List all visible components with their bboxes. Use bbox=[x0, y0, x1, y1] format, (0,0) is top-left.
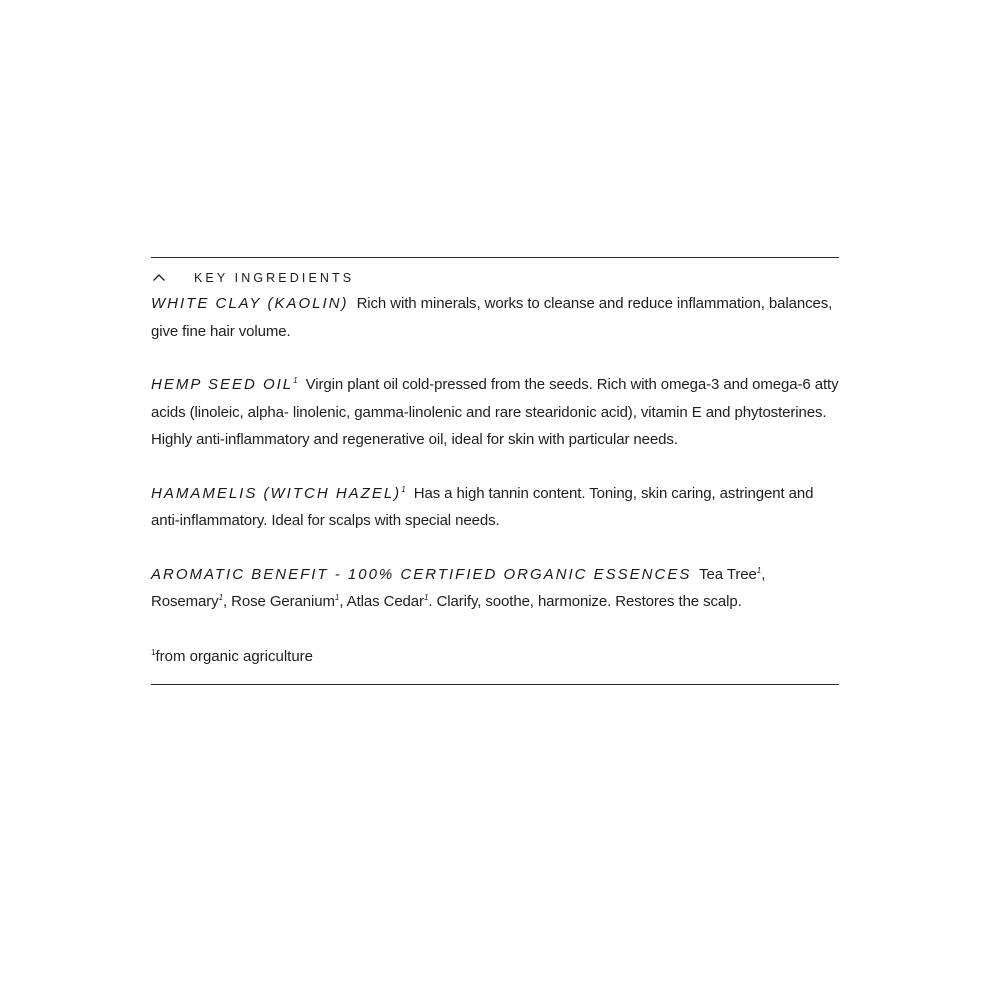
ingredient-name: AROMATIC BENEFIT - 100% CERTIFIED ORGANIC ESSENCES bbox=[151, 565, 692, 583]
organic-marker: 1 bbox=[293, 376, 298, 385]
chevron-up-icon bbox=[152, 273, 166, 283]
ingredient-description: Rich with minerals, works to cleanse and reduce inflammation, balances, give fine hair volume. bbox=[151, 295, 833, 340]
ingredient-item bbox=[151, 290, 839, 345]
footnote bbox=[151, 643, 839, 670]
ingredient-description: Clarify, soothe, harmonize. Restores the scalp. bbox=[436, 593, 742, 610]
ingredient-item bbox=[151, 561, 839, 616]
key-ingredients-panel bbox=[151, 257, 839, 685]
ingredient-description: Has a high tannin content. Toning, skin caring, astringent and anti-inflammatory. Ideal for scalps with special needs. bbox=[151, 484, 814, 529]
organic-marker: 1 bbox=[401, 484, 406, 494]
ingredient-name: WHITE CLAY (KAOLIN) bbox=[151, 295, 349, 312]
ingredient-item bbox=[151, 371, 839, 454]
ingredient-item bbox=[151, 480, 839, 535]
section-title: KEY INGREDIENTS bbox=[194, 271, 355, 285]
ingredient-name: HAMAMELIS (WITCH HAZEL)$^1$ bbox=[151, 484, 406, 502]
ingredients-list bbox=[151, 290, 839, 616]
footnote-marker: 1 bbox=[151, 647, 156, 657]
essence-list: Tea Tree$^1$, Rosemary$^1$, Rose Geranium$^1$, Atlas Cedar$^1$. bbox=[151, 565, 766, 610]
bottom-divider bbox=[151, 684, 839, 685]
ingredient-name: HEMP SEED OIL$^1$ bbox=[151, 376, 298, 393]
ingredient-description: Virgin plant oil cold-pressed from the seeds. Rich with omega-3 and omega-6 atty acids (linoleic, alpha- linolenic, gamma-linolenic and rare stearidonic acid), vitamin E and phytosterines. Highly anti-inflammatory and regenerative oil, ideal for skin with particular needs. bbox=[151, 376, 839, 448]
footnote-text: from organic agriculture bbox=[155, 647, 314, 665]
